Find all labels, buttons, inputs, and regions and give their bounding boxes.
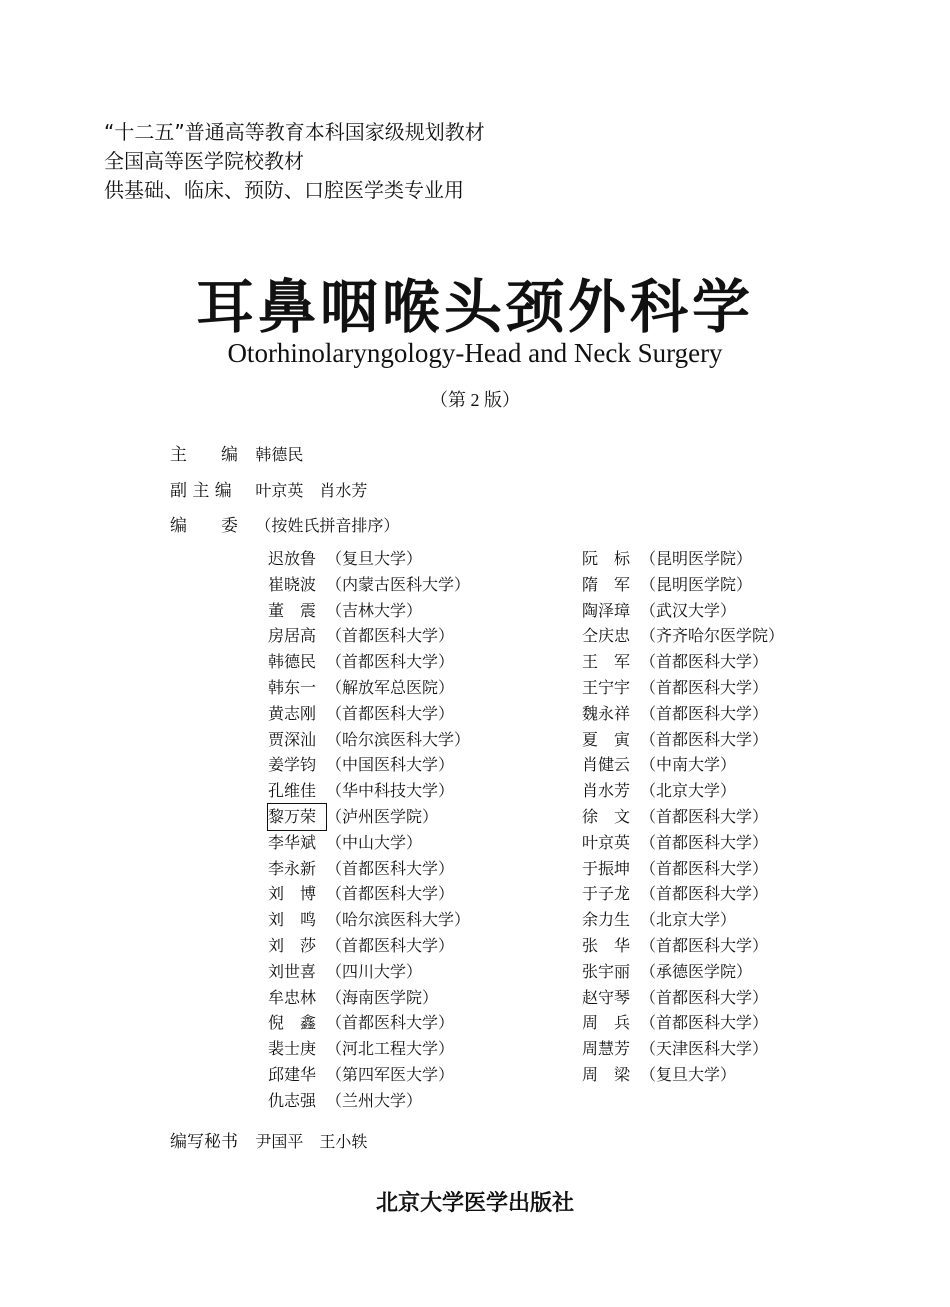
member-affiliation: （吉林大学） <box>326 600 423 620</box>
member-affiliation: （昆明医学院） <box>640 574 753 594</box>
member-affiliation: （首都医科大学） <box>640 987 769 1007</box>
committee-member <box>268 701 470 727</box>
book-subtitle-english: Otorhinolaryngology-Head and Neck Surgery <box>227 338 723 368</box>
member-affiliation: （解放军总医院） <box>326 677 455 697</box>
member-name: 孔维佳 <box>268 781 317 801</box>
committee-member <box>268 572 470 598</box>
member-affiliation: （首都医科大学） <box>640 935 769 955</box>
committee-member <box>268 727 470 753</box>
committee-members-right <box>582 546 784 1088</box>
chief-editor-label: 主 编 <box>170 445 238 465</box>
member-affiliation: （哈尔滨医科大学） <box>326 910 471 930</box>
member-affiliation: （首都医科大学） <box>640 729 769 749</box>
member-affiliation: （昆明医学院） <box>640 549 753 568</box>
committee-member <box>582 881 784 907</box>
committee-member <box>268 546 470 572</box>
member-name: 刘 鸣 <box>268 910 317 930</box>
member-name: 于子龙 <box>582 884 631 904</box>
member-affiliation: （中南大学） <box>640 755 737 775</box>
member-name: 叶京英 <box>582 832 631 852</box>
member-affiliation: （武汉大学） <box>640 600 737 620</box>
committee-member <box>268 675 470 701</box>
member-name: 张宇丽 <box>582 961 631 981</box>
member-affiliation: （内蒙古医科大学） <box>326 574 471 594</box>
member-affiliation: （首都医科大学） <box>326 884 455 904</box>
chief-editor-name: 韩德民 <box>255 445 304 464</box>
committee-member <box>582 649 784 675</box>
member-affiliation: （首都医科大学） <box>326 652 455 672</box>
member-affiliation: （首都医科大学） <box>326 703 455 723</box>
member-affiliation: （首都医科大学） <box>640 1013 769 1033</box>
member-affiliation: （北京大学） <box>640 781 737 801</box>
member-name: 肖健云 <box>582 755 631 775</box>
committee-note: （按姓氏拼音排序） <box>255 516 400 535</box>
committee-member <box>582 985 784 1011</box>
member-name: 黎万荣 <box>268 804 326 830</box>
committee-member <box>582 778 784 804</box>
member-name: 刘世喜 <box>268 961 317 981</box>
committee-member <box>582 701 784 727</box>
deputy-editors-names: 叶京英 肖水芳 <box>255 481 368 500</box>
member-name: 李永新 <box>268 858 317 878</box>
committee-member <box>582 804 784 830</box>
member-name: 王 军 <box>582 652 631 672</box>
committee-member <box>268 1088 470 1114</box>
member-name: 陶泽璋 <box>582 600 631 620</box>
member-name: 邱建华 <box>268 1064 317 1084</box>
member-name: 周 梁 <box>582 1064 631 1084</box>
edition-label: （第 2 版） <box>430 390 520 410</box>
committee-member <box>582 907 784 933</box>
committee-member <box>582 572 784 598</box>
committee-member <box>582 675 784 701</box>
member-name: 周 兵 <box>582 1013 631 1033</box>
member-name: 周慧芳 <box>582 1039 631 1059</box>
member-affiliation: （首都医科大学） <box>326 935 455 955</box>
member-name: 肖水芳 <box>582 781 631 801</box>
committee-member <box>582 1036 784 1062</box>
committee-member <box>268 804 470 830</box>
committee-member <box>268 1010 470 1036</box>
member-name: 夏 寅 <box>582 729 631 749</box>
committee-member <box>268 778 470 804</box>
committee-member <box>268 649 470 675</box>
member-name: 贾深汕 <box>268 729 317 749</box>
member-affiliation: （首都医科大学） <box>640 884 769 904</box>
book-title: 耳鼻咽喉头颈外科学 <box>195 273 754 341</box>
member-affiliation: （复旦大学） <box>326 549 423 568</box>
member-affiliation: （承德医学院） <box>640 961 753 981</box>
member-affiliation: （首都医科大学） <box>640 858 769 878</box>
series-line-1: “十二五”普通高等教育本科国家级规划教材 <box>104 120 485 144</box>
member-affiliation: （天津医科大学） <box>640 1039 769 1059</box>
member-affiliation: （首都医科大学） <box>326 858 455 878</box>
committee-member <box>268 933 470 959</box>
committee-member <box>582 1062 784 1088</box>
member-affiliation: （兰州大学） <box>326 1090 423 1110</box>
committee-member <box>268 752 470 778</box>
committee-member <box>268 959 470 985</box>
publisher-name: 北京大学医学出版社 <box>375 1191 574 1216</box>
committee-member <box>582 959 784 985</box>
member-name: 裴士庚 <box>268 1039 317 1059</box>
member-affiliation: （首都医科大学） <box>326 1013 455 1033</box>
member-name: 牟忠林 <box>268 987 317 1007</box>
member-name: 董 震 <box>268 600 317 620</box>
member-name: 李华斌 <box>268 832 317 852</box>
member-name: 倪 鑫 <box>268 1013 317 1033</box>
committee-member <box>582 1010 784 1036</box>
member-affiliation: （中国医科大学） <box>326 755 455 775</box>
committee-member <box>268 1036 470 1062</box>
committee-label: 编 委 <box>170 516 238 536</box>
chief-editor-row <box>170 440 303 465</box>
member-name: 韩东一 <box>268 677 317 697</box>
committee-member <box>268 623 470 649</box>
member-affiliation: （华中科技大学） <box>326 781 455 801</box>
member-name: 仝庆忠 <box>582 626 631 646</box>
member-affiliation: （首都医科大学） <box>326 626 455 646</box>
member-affiliation: （首都医科大学） <box>640 806 769 826</box>
committee-member <box>582 727 784 753</box>
member-name: 房居高 <box>268 626 317 646</box>
committee-member <box>582 623 784 649</box>
series-line-2: 全国高等医学院校教材 <box>104 149 304 173</box>
committee-member <box>582 598 784 624</box>
member-affiliation: （第四军医大学） <box>326 1064 455 1084</box>
committee-member <box>268 598 470 624</box>
committee-member <box>582 830 784 856</box>
member-name: 迟放鲁 <box>268 549 317 568</box>
member-name: 王宁宇 <box>582 677 631 697</box>
member-affiliation: （首都医科大学） <box>640 703 769 723</box>
committee-member <box>582 546 784 572</box>
series-info <box>104 118 485 205</box>
member-affiliation: （泸州医学院） <box>326 806 439 826</box>
committee-member <box>268 856 470 882</box>
member-name: 徐 文 <box>582 806 631 826</box>
member-name: 阮 标 <box>582 549 631 568</box>
committee-member <box>582 933 784 959</box>
committee-member <box>582 752 784 778</box>
secretaries-label: 编写秘书 <box>170 1132 238 1152</box>
member-name: 余力生 <box>582 910 631 930</box>
member-name: 隋 军 <box>582 574 631 594</box>
member-name: 张 华 <box>582 935 631 955</box>
member-name: 赵守琴 <box>582 987 631 1007</box>
member-affiliation: （四川大学） <box>326 961 423 981</box>
secretaries-row <box>170 1127 367 1152</box>
member-name: 于振坤 <box>582 858 631 878</box>
member-name: 仇志强 <box>268 1090 317 1110</box>
committee-row <box>170 511 399 536</box>
committee-member <box>268 985 470 1011</box>
member-affiliation: （北京大学） <box>640 910 737 930</box>
member-name: 黄志刚 <box>268 703 317 723</box>
member-name: 崔晓波 <box>268 574 317 594</box>
member-name: 魏永祥 <box>582 703 631 723</box>
member-name: 姜学钧 <box>268 755 317 775</box>
secretaries-names: 尹国平 王小轶 <box>255 1132 368 1151</box>
committee-member <box>268 830 470 856</box>
member-name: 刘 莎 <box>268 935 317 955</box>
committee-member <box>268 907 470 933</box>
member-affiliation: （复旦大学） <box>640 1064 737 1084</box>
committee-members-left <box>268 546 470 1114</box>
member-affiliation: （齐齐哈尔医学院） <box>640 626 785 646</box>
series-line-3: 供基础、临床、预防、口腔医学类专业用 <box>104 178 464 202</box>
member-affiliation: （海南医学院） <box>326 987 439 1007</box>
member-affiliation: （河北工程大学） <box>326 1039 455 1059</box>
committee-member <box>582 856 784 882</box>
member-affiliation: （首都医科大学） <box>640 677 769 697</box>
member-affiliation: （哈尔滨医科大学） <box>326 729 471 749</box>
deputy-editors-row <box>170 476 367 501</box>
member-name: 韩德民 <box>268 652 317 672</box>
member-affiliation: （中山大学） <box>326 832 423 852</box>
deputy-editors-label: 副 主 编 <box>170 481 232 501</box>
committee-member <box>268 1062 470 1088</box>
member-affiliation: （首都医科大学） <box>640 832 769 852</box>
member-affiliation: （首都医科大学） <box>640 652 769 672</box>
member-name: 刘 博 <box>268 884 317 904</box>
committee-member <box>268 881 470 907</box>
